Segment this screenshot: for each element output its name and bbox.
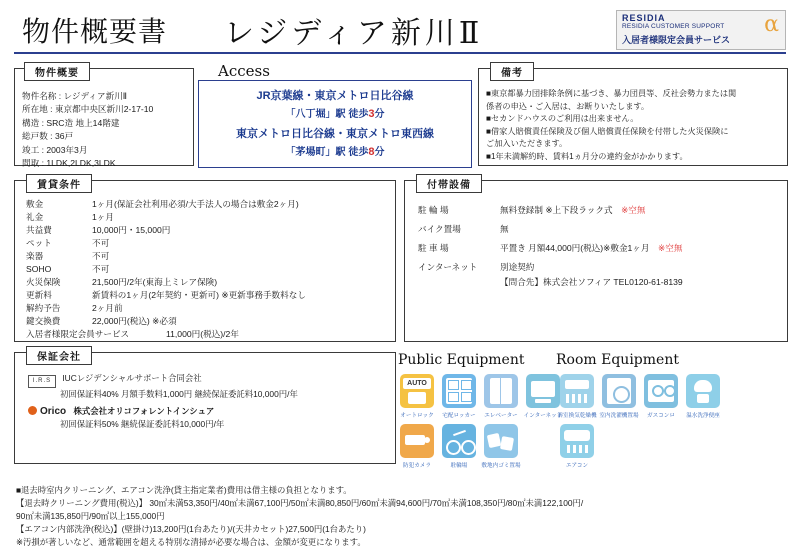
internet-label: インターネット — [523, 413, 563, 419]
air-conditioner-label: エアコン — [565, 463, 589, 469]
access-station-line — [199, 105, 471, 120]
access-station-text: 「茅場町」駅 徒歩 — [285, 147, 369, 158]
elevator-label: エレベーター — [484, 413, 518, 419]
lease-row — [26, 263, 388, 276]
remark-line: 係者の申込・ご入居は、お断りいたします。 — [486, 101, 650, 111]
facility-row — [418, 261, 784, 276]
guarantor-company-2 — [28, 405, 388, 419]
guarantor-company-1-name: IUCレジデンシャルサポート合同会社 — [62, 373, 202, 383]
lease-value: 1ヶ月(保証会社利用必須/大手法人の場合は敷金2ヶ月) — [92, 199, 299, 209]
logo-line-1: RESIDIA — [622, 13, 666, 23]
footer-note-line: 【エアコン内部洗浄(税込)】(壁掛け)13,200円(1台あたり)/(天井カセット)27,500円(1台あたり) — [16, 524, 366, 534]
guarantor-company-2-terms: 初回保証料50% 継続保証委託料10,000円/年 — [60, 419, 225, 430]
lease-value: 不可 — [92, 251, 110, 261]
property-name-title: レジディア新川Ⅱ — [224, 16, 484, 51]
property-overview-title: 物件概要 — [24, 62, 90, 81]
lease-row — [26, 198, 388, 211]
security-camera-icon — [400, 424, 434, 458]
access-line: 東京メトロ日比谷線・東京メトロ東西線 — [236, 128, 434, 140]
delivery-locker-label: 宅配ロッカー — [442, 413, 476, 419]
lease-row — [26, 224, 388, 237]
lease-terms-list — [26, 198, 388, 341]
facility-row — [418, 242, 784, 261]
lease-key: 楽器 — [26, 251, 44, 261]
lease-value: 22,000円(税込) ※必須 — [92, 316, 177, 326]
security-camera-label: 防犯カメラ — [403, 463, 431, 469]
irs-logo-icon: I.R.S — [28, 375, 56, 388]
document-title: 物件概要書 — [22, 15, 168, 48]
footer-note-line: 90㎡未満135,850円/90㎡以上155,000円 — [16, 511, 165, 521]
lease-key: 鍵交換費 — [26, 316, 61, 326]
lease-key: SOHO — [26, 264, 52, 274]
facility-key: バイク置場 — [418, 224, 461, 234]
facilities-list — [418, 204, 784, 291]
lease-value: 21,500円/2年(東海上ミレア保険) — [92, 277, 218, 287]
access-line: JR京葉線・東京メトロ日比谷線 — [256, 90, 414, 102]
access-station-text: 「八丁堀」駅 徒歩 — [285, 109, 369, 120]
internet-icon — [526, 374, 560, 408]
footer-note-line: ※汚損が著しいなど、通常範囲を超える特別な清掃が必要な場合は、金額が変更になります。 — [16, 537, 366, 547]
washlet-icon — [686, 374, 720, 408]
logo-line-2: RESIDIA CUSTOMER SUPPORT — [622, 23, 725, 30]
lease-value: 不可 — [92, 264, 110, 274]
header-divider — [14, 52, 786, 54]
overview-line: 構造 : SRC造 地上14階建 — [22, 117, 120, 128]
bath-dryer-icon — [560, 374, 594, 408]
lease-value: 10,000円・15,000円 — [92, 225, 171, 235]
bicycle-parking-icon — [442, 424, 476, 458]
lease-value: 1ヶ月 — [92, 212, 114, 222]
lease-value: 2ヶ月前 — [92, 303, 123, 313]
facility-value: 無 — [500, 224, 509, 234]
walk-unit: 分 — [374, 147, 385, 158]
residia-logo — [616, 10, 786, 50]
facilities-title: 付帯設備 — [416, 174, 482, 193]
remarks-list — [486, 88, 782, 164]
orico-wordmark: Orico — [40, 405, 67, 417]
guarantor-list — [28, 372, 388, 431]
remark-line: ■1年未満解約時、賃料1ヵ月分の違約金がかかります。 — [486, 151, 688, 161]
remark-line: ご加入いただきます。 — [486, 139, 568, 149]
lease-row — [26, 328, 388, 341]
lease-key: 更新料 — [26, 290, 52, 300]
facility-key: 駐 車 場 — [418, 243, 449, 253]
access-section-title: Access — [218, 62, 270, 80]
lease-key: ペット — [26, 238, 52, 248]
overview-line: 所在地 : 東京都中央区新川2-17-10 — [22, 104, 154, 115]
overview-line: 間取 : 1LDK,2LDK,3LDK — [22, 158, 116, 169]
air-conditioner-icon — [560, 424, 594, 458]
facility-value: 別途契約 — [500, 262, 535, 272]
facility-contact-row — [418, 276, 784, 291]
footer-note-line: ■退去時室内クリーニング、エアコン洗浄(貸主指定業者)費用は借主様の負担となります。 — [16, 485, 352, 495]
lease-row — [26, 276, 388, 289]
lease-row — [26, 289, 388, 302]
facility-value: 無料登録制 ※上下段ラック式 — [500, 205, 613, 215]
bicycle-parking-label: 駐輪場 — [450, 463, 468, 469]
garbage-area-label: 敷地内ゴミ置場 — [481, 463, 521, 469]
lease-row — [26, 250, 388, 263]
access-station-line — [199, 143, 471, 158]
orico-mark-icon — [28, 406, 37, 415]
remark-line: ■セカンドハウスのご利用は出来ません。 — [486, 114, 639, 124]
washer-space-icon — [602, 374, 636, 408]
facility-key: インターネット — [418, 262, 478, 272]
public-equipment-title: Public Equipment — [398, 352, 525, 368]
lease-key: 入居者様限定会員サービス — [26, 329, 130, 339]
overview-line: 総戸数 : 36戸 — [22, 131, 74, 142]
lease-row — [26, 302, 388, 315]
washer-space-label: 室内洗濯機置場 — [599, 413, 639, 419]
lease-row — [26, 237, 388, 250]
bath-dryer-label: 浴室換気乾燥機 — [557, 413, 597, 419]
lease-key: 火災保険 — [26, 277, 61, 287]
lease-row — [26, 315, 388, 328]
guarantor-company-2-name: 株式会社オリコフォレントインシュア — [73, 405, 215, 416]
facility-key: 駐 輪 場 — [418, 205, 449, 215]
elevator-icon — [484, 374, 518, 408]
facility-note: ※空無 — [658, 243, 683, 253]
gas-stove-icon — [644, 374, 678, 408]
facility-value: 平置き 月額44,000円(税込)※敷金1ヶ月 — [500, 243, 650, 253]
autolock-label: オートロック — [400, 413, 434, 419]
remark-line: ■東京都暴力団排除条例に基づき、暴力団員等、反社会勢力または関 — [486, 89, 737, 98]
alpha-icon: α — [764, 12, 779, 37]
document-header — [14, 8, 786, 54]
lease-key: 共益費 — [26, 225, 52, 235]
room-equipment-title: Room Equipment — [556, 352, 679, 368]
walk-unit: 分 — [374, 109, 385, 120]
facility-row — [418, 204, 784, 223]
facility-row — [418, 223, 784, 242]
guarantor-title: 保証会社 — [26, 346, 92, 365]
lease-value: 11,000円(税込)/2年 — [166, 329, 239, 339]
facility-contact: 【問合先】株式会社ソフィア TEL0120-61-8139 — [500, 277, 683, 287]
lease-value: 不可 — [92, 238, 110, 248]
overview-line: 竣工 : 2003年3月 — [22, 144, 88, 155]
lease-key: 敷金 — [26, 199, 44, 209]
access-box — [198, 80, 472, 168]
lease-key: 解約予告 — [26, 303, 61, 313]
washlet-label: 温水洗浄便座 — [686, 413, 720, 419]
gas-stove-label: ガスコンロ — [647, 413, 675, 419]
lease-key: 礼金 — [26, 212, 44, 222]
garbage-area-icon — [484, 424, 518, 458]
remarks-title: 備考 — [490, 62, 534, 81]
facility-note: ※空無 — [621, 205, 646, 215]
autolock-icon: AUTO — [400, 374, 434, 408]
lease-value: 新賃料の1ヶ月(2年契約・更新可) ※更新事務手数料なし — [92, 290, 306, 300]
delivery-locker-icon — [442, 374, 476, 408]
lease-terms-title: 賃貸条件 — [26, 174, 92, 193]
footer-note-line: 【退去時クリーニング費用(税込)】 30㎡未満53,350円/40㎡未満67,100円/50㎡未満80,850円/60㎡未満94,600円/70㎡未満108,350円/80㎡未満122,100円/ — [16, 498, 584, 508]
guarantor-company-1 — [28, 372, 388, 388]
property-overview-list — [22, 90, 188, 170]
walk-minutes: 8 — [368, 146, 375, 158]
logo-line-3: 入居者様限定会員サービス — [622, 35, 731, 45]
overview-line: 物件名称 : レジディア新川Ⅱ — [22, 91, 128, 101]
guarantor-company-1-terms: 初回保証料40% 月額手数料1,000円 継続保証委託料10,000円/年 — [60, 389, 298, 399]
remark-line: ■借家人賠償責任保険及び個人賠償責任保険を付帯した火災保険に — [486, 126, 729, 136]
lease-row — [26, 211, 388, 224]
walk-minutes: 3 — [368, 108, 375, 120]
